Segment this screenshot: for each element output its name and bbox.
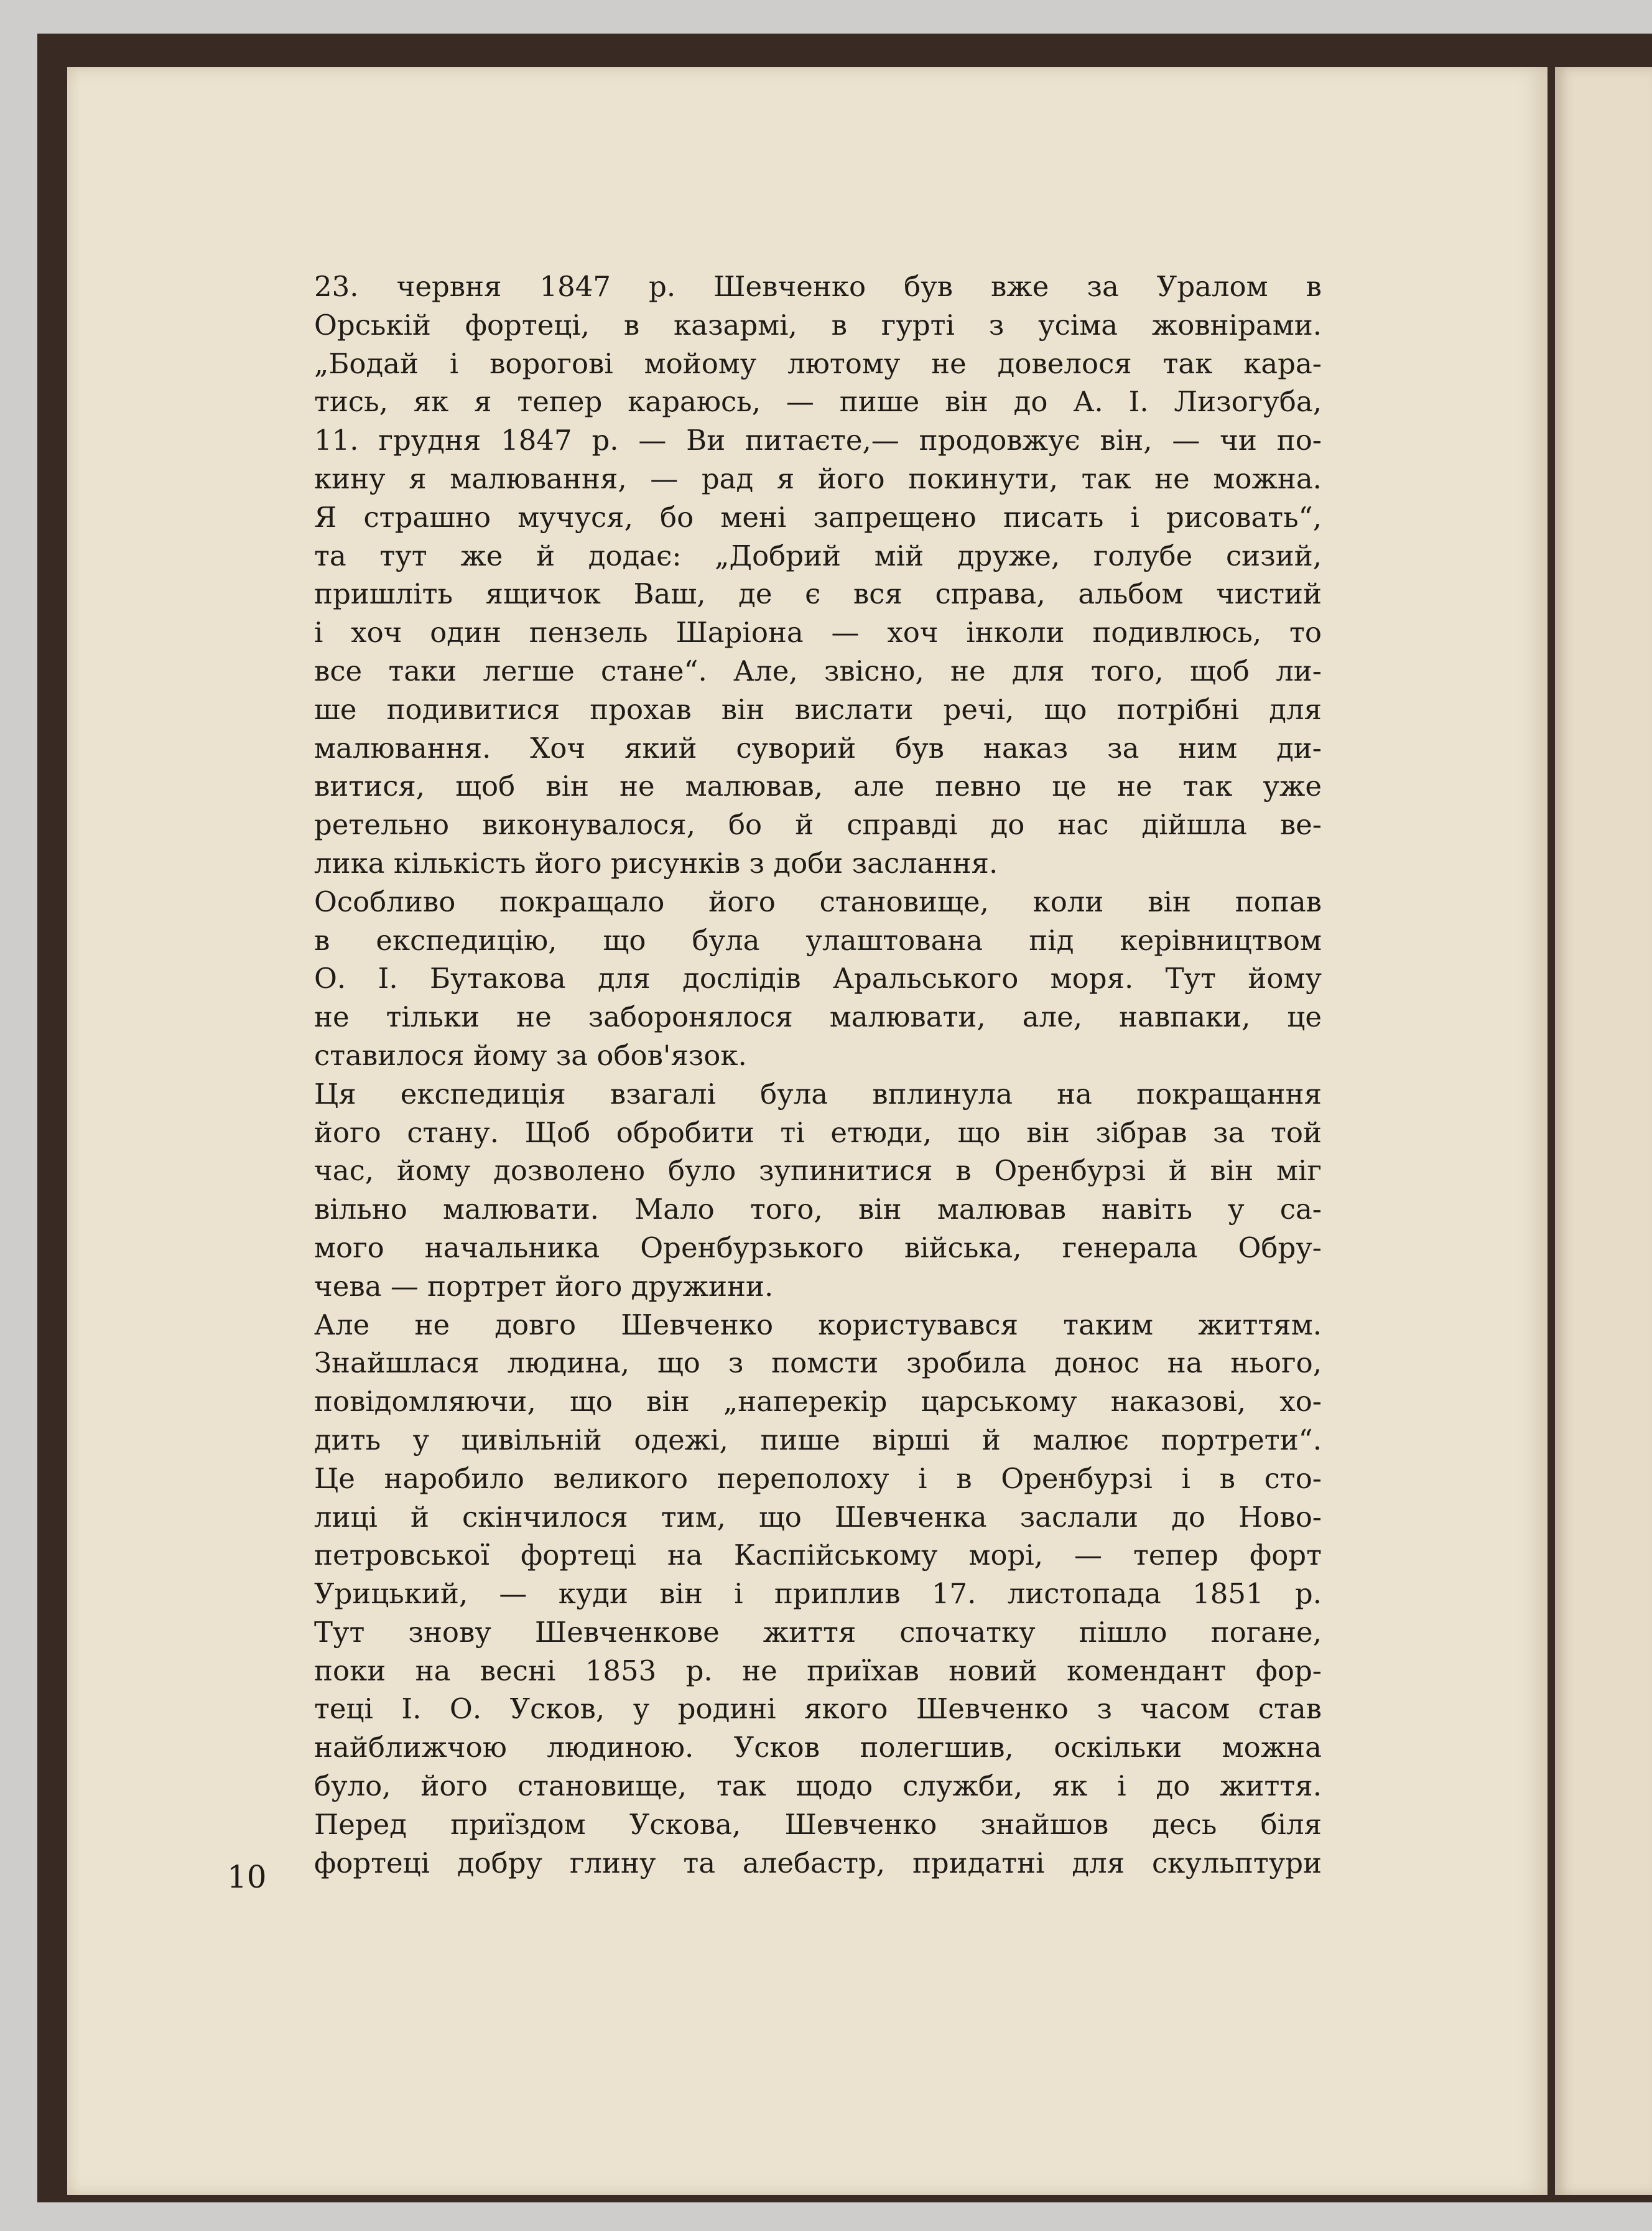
text-line: Особливо покращало його становище, коли він попав (314, 885, 1322, 918)
text-line: мого начальника Оренбурзького війська, генерала Обру- (314, 1231, 1322, 1264)
paragraph-last-line: ставилося йому за обов'язок. (314, 1038, 747, 1072)
text-line: дить у цивільній одежі, пише вірші й малює портрети“. (314, 1423, 1322, 1456)
text-line: повідомляючи, що він „наперекір царському наказові, хо- (314, 1385, 1322, 1418)
text-line: Урицький, — куди він і приплив 17. листопада 1851 р. (314, 1577, 1322, 1611)
text-line: пришліть ящичок Ваш, де є вся справа, альбом чистий (314, 577, 1322, 611)
text-line: 23. червня 1847 р. Шевченко був вже за Уралом в (314, 270, 1322, 303)
text-line: ретельно виконувалося, бо й справді до нас дійшла ве- (314, 808, 1322, 842)
text-line: час, йому дозволено було зупинитися в Оренбурзі й він міг (314, 1154, 1322, 1188)
text-line: Але не довго Шевченко користувався таким життям. (314, 1308, 1322, 1341)
text-line: витися, щоб він не малював, але певно це не так уже (314, 770, 1322, 803)
text-line: все таки легше стане“. Але, звісно, не для того, щоб ли- (314, 654, 1322, 687)
text-line: тись, як я тепер караюсь, — пише він до А. І. Лизогуба, (314, 385, 1322, 419)
text-line: Перед приїздом Ускова, Шевченко знайшов десь біля (314, 1807, 1322, 1841)
text-line: ше подивитися прохав він вислати речі, що потрібні для (314, 692, 1322, 726)
next-page-edge (1555, 67, 1652, 2195)
page-number: 10 (227, 1859, 267, 1895)
text-line: 11. грудня 1847 р. — Ви питаєте,— продовжує він, — чи по- (314, 424, 1322, 457)
text-line: Тут знову Шевченкове життя спочатку пішло погане, (314, 1615, 1322, 1649)
text-line: лиці й скінчилося тим, що Шевченка заслали до Ново- (314, 1500, 1322, 1534)
text-line: малювання. Хоч який суворий був наказ за ним ди- (314, 731, 1322, 765)
text-line: в експедицію, що була улаштована під керівництвом (314, 923, 1322, 957)
text-line: Знайшлася людина, що з помсти зробила донос на нього, (314, 1346, 1322, 1380)
text-line: поки на весні 1853 р. не приїхав новий комендант фор- (314, 1654, 1322, 1687)
text-line: кину я малювання, — рад я його покинути, так не можна. (314, 462, 1322, 495)
text-line: „Бодай і ворогові мойому лютому не довелося так кара- (314, 347, 1322, 380)
text-line: і хоч один пензель Шаріона — хоч інколи подивлюсь, то (314, 616, 1322, 650)
paragraph-last-line: лика кількість його рисунків з доби заслання. (314, 846, 998, 880)
text-line: вільно малювати. Мало того, він малював навіть у са- (314, 1193, 1322, 1226)
text-line: Це наробило великого переполоху і в Оренбурзі і в сто- (314, 1461, 1322, 1495)
text-line: Орській фортеці, в казармі, в гурті з усіма жовнірами. (314, 308, 1322, 342)
text-line: найближчою людиною. Усков полегшив, оскільки можна (314, 1731, 1322, 1764)
page-body-text (314, 268, 1322, 1882)
text-line: його стану. Щоб обробити ті етюди, що він зібрав за той (314, 1116, 1322, 1149)
text-line: Я страшно мучуся, бо мені запрещено писать і рисовать“, (314, 500, 1322, 534)
paragraph-last-line: чева — портрет його дружини. (314, 1269, 774, 1303)
text-line: теці І. О. Усков, у родині якого Шевченко з часом став (314, 1692, 1322, 1726)
text-line: було, його становище, так щодо служби, як і до життя. (314, 1769, 1322, 1803)
text-line: петровської фортеці на Каспійському морі, — тепер форт (314, 1539, 1322, 1572)
text-line: Ця експедиція взагалі була вплинула на покращання (314, 1077, 1322, 1111)
text-line: не тільки не заборонялося малювати, але, навпаки, це (314, 1000, 1322, 1034)
text-line: та тут же й додає: „Добрий мій друже, голубе сизий, (314, 539, 1322, 572)
text-line: О. І. Бутакова для дослідів Аральського моря. Тут йому (314, 962, 1322, 995)
text-line: фортеці добру глину та алебастр, придатні для скульптури (314, 1846, 1322, 1879)
